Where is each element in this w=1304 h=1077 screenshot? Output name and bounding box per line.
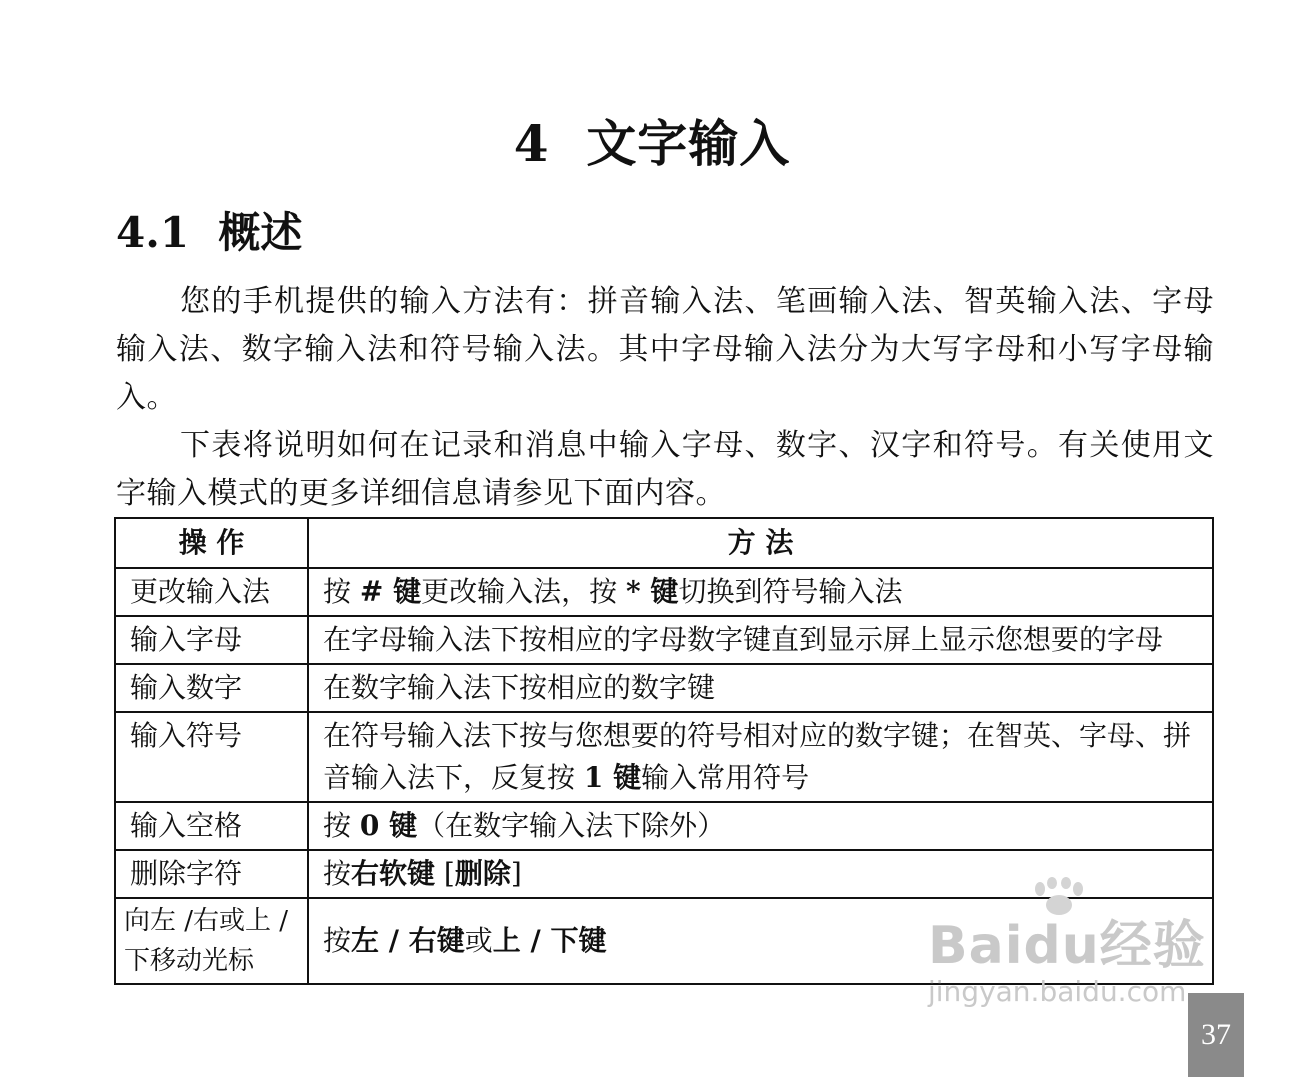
operation-cell: 向左 /右或上 /下移动光标 bbox=[115, 898, 308, 984]
operation-cell: 更改输入法 bbox=[115, 568, 308, 616]
method-cell bbox=[308, 802, 1213, 850]
section-title bbox=[116, 200, 302, 260]
section-number: 4.1 bbox=[116, 208, 190, 257]
key-name: 左 / 右键 bbox=[351, 924, 465, 957]
key-name: 0 键 bbox=[359, 809, 418, 842]
header-method: 方 法 bbox=[308, 518, 1213, 568]
table-row bbox=[115, 568, 1213, 616]
method-text: 按 bbox=[323, 924, 352, 957]
method-text: 更改输入法，按 bbox=[421, 575, 627, 608]
method-cell bbox=[308, 664, 1213, 712]
method-text: 输入常用符号 bbox=[641, 761, 810, 794]
table-row bbox=[115, 802, 1213, 850]
key-name: 删除 bbox=[454, 857, 511, 890]
method-text: 在符号输入法下按与您想要的符号相对应的数字键；在智英、字母、拼音输入法下，反复按 bbox=[323, 719, 1192, 794]
key-name: 右软键 bbox=[351, 857, 436, 890]
method-text: 按 bbox=[323, 575, 360, 608]
key-name: 上 / 下键 bbox=[492, 924, 607, 957]
key-name: 1 键 bbox=[583, 761, 642, 794]
paragraph-table-intro: 下表将说明如何在记录和消息中输入字母、数字、汉字和符号。有关使用文字输入模式的更多详细信息请参见下面内容。 bbox=[116, 428, 1214, 511]
header-operation: 操 作 bbox=[115, 518, 308, 568]
watermark-brand: Baidu经验 bbox=[928, 916, 1206, 976]
operation-cell: 输入数字 bbox=[115, 664, 308, 712]
table-row bbox=[115, 712, 1213, 802]
method-text: 在字母输入法下按相应的字母数字键直到显示屏上显示您想要的字母 bbox=[323, 623, 1164, 656]
method-text: 按 bbox=[323, 809, 360, 842]
operation-cell: 输入符号 bbox=[115, 712, 308, 802]
method-cell bbox=[308, 712, 1213, 802]
operation-cell: 输入字母 bbox=[115, 616, 308, 664]
table-row bbox=[115, 664, 1213, 712]
baidu-watermark bbox=[928, 885, 1228, 1008]
table-row bbox=[115, 616, 1213, 664]
method-cell bbox=[308, 616, 1213, 664]
method-text: [ bbox=[435, 857, 455, 890]
section-title-text: 概述 bbox=[218, 208, 303, 257]
method-text: ] bbox=[510, 857, 522, 890]
method-text: （在数字输入法下除外） bbox=[417, 809, 726, 842]
operation-cell: 输入空格 bbox=[115, 802, 308, 850]
key-name: # 键 bbox=[359, 575, 422, 608]
watermark-url: jingyan.baidu.com bbox=[928, 975, 1187, 1008]
method-cell bbox=[308, 568, 1213, 616]
chapter-title bbox=[0, 104, 1304, 176]
operation-cell: 删除字符 bbox=[115, 850, 308, 898]
method-text: 切换到符号输入法 bbox=[678, 575, 903, 608]
key-name: * 键 bbox=[626, 575, 679, 608]
paragraph-intro: 您的手机提供的输入方法有：拼音输入法、笔画输入法、智英输入法、字母输入法、数字输入法和符号输入法。其中字母输入法分为大写字母和小写字母输入。 bbox=[116, 284, 1214, 415]
method-text: 或 bbox=[464, 924, 493, 957]
chapter-number: 4 bbox=[513, 114, 550, 173]
chapter-title-text: 文字输入 bbox=[586, 114, 791, 173]
method-text: 在数字输入法下按相应的数字键 bbox=[323, 671, 716, 704]
page-number: 37 bbox=[1188, 993, 1244, 1077]
table-header-row bbox=[115, 518, 1213, 568]
method-text: 按 bbox=[323, 857, 352, 890]
